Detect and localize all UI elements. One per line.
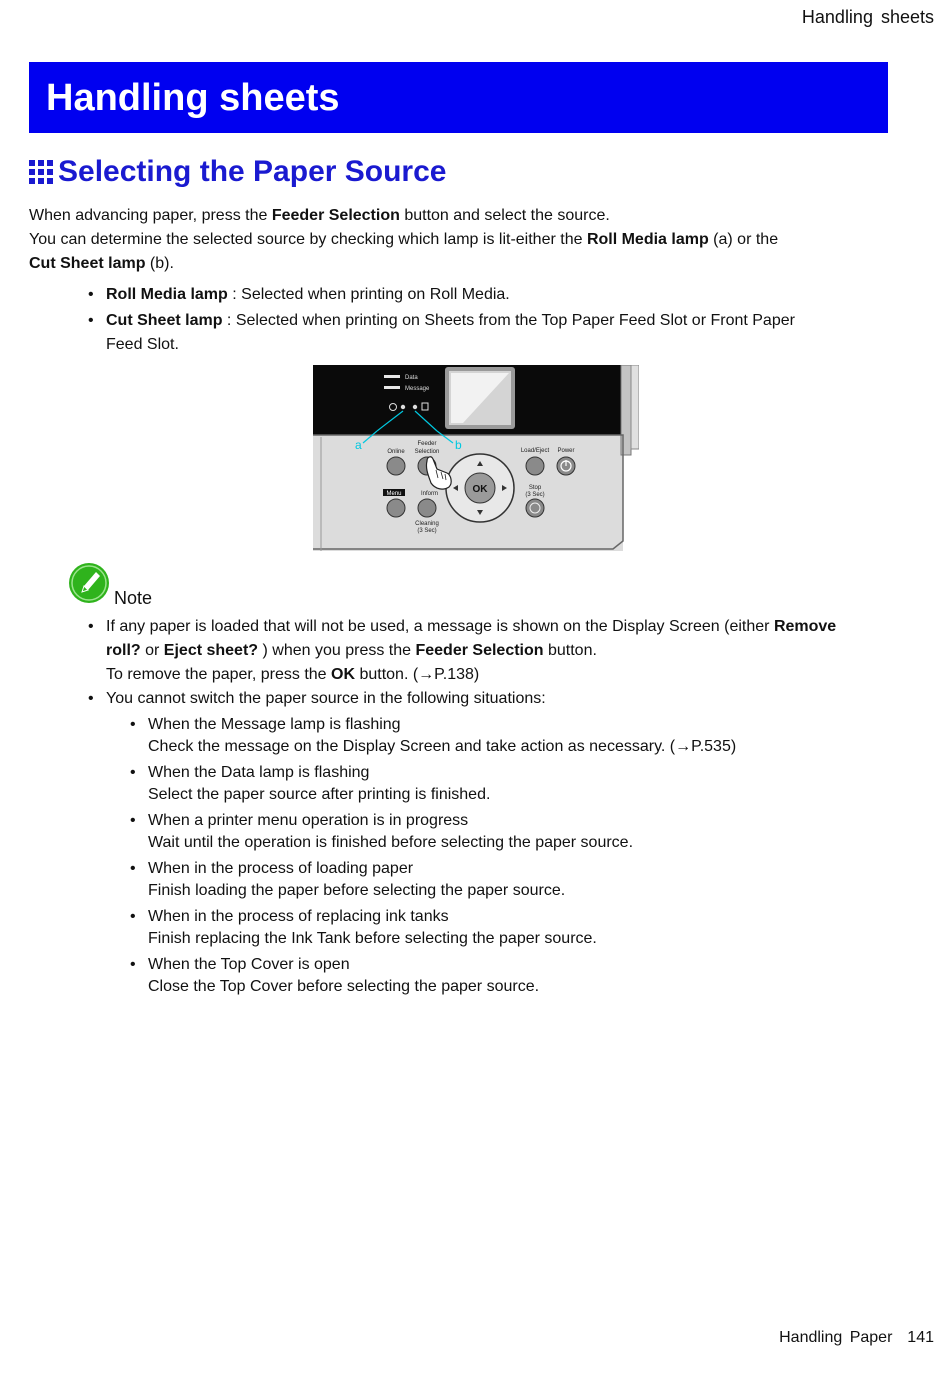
power-label: Power <box>557 448 575 454</box>
page-number: 141 <box>907 1329 934 1346</box>
note-item-remove-paper: • If any paper is loaded that will not be used, a message is shown on the Display Screen (either Remove roll? or Eject sheet? ) when you press the Feeder Selection button. To remove the paper, press the OK button. (→P.138) <box>88 615 888 687</box>
cleaning-label-1: Cleaning <box>415 521 439 527</box>
intro-line-1: When advancing paper, press the Feeder Selection button and select the source. <box>29 207 610 224</box>
title-banner <box>29 62 888 133</box>
bullet-icon: • <box>130 956 136 973</box>
intro-line-3: Cut Sheet lamp (b). <box>29 255 174 272</box>
ok-label: OK <box>472 484 488 495</box>
feeder-selection-term: Feeder Selection <box>271 207 400 224</box>
situation-item: • When a printer menu operation is in progress Wait until the operation is finished before selecting the paper source. <box>130 812 634 851</box>
footer-chapter: Handling Paper <box>779 1329 893 1346</box>
intro-paragraph <box>29 204 909 276</box>
situation-item: • When the Message lamp is flashing Check the message on the Display Screen and take action as necessary. (→P.535) <box>130 716 737 755</box>
note-item-cannot-switch: • You cannot switch the paper source in the following situations: <box>88 687 888 711</box>
situation-item: • When in the process of replacing ink tanks Finish replacing the Ink Tank before selecting the paper source. <box>130 908 597 947</box>
intro-line-2: You can determine the selected source by checking which lamp is lit-either the Roll Media lamp (a) or the <box>29 231 779 248</box>
bullet-icon: • <box>130 908 136 925</box>
bullet-icon: • <box>88 690 94 707</box>
stop-label-1: Stop <box>528 485 542 491</box>
feeder-label-2: Selection <box>414 449 440 455</box>
grid-icon <box>29 160 53 184</box>
list-item-cut-sheet: • Cut Sheet lamp : Selected when printing on Sheets from the Top Paper Feed Slot or Front Paper Feed Slot. <box>88 309 888 357</box>
cut-sheet-term: Cut Sheet lamp <box>29 255 146 272</box>
bullet-icon: • <box>130 812 136 829</box>
menu-label: Menu <box>386 491 402 497</box>
situation-item: • When the Top Cover is open Close the Top Cover before selecting the paper source. <box>130 956 540 995</box>
bullet-icon: • <box>130 716 136 733</box>
roll-media-term: Roll Media lamp <box>586 231 709 248</box>
bullet-icon: • <box>88 312 94 329</box>
data-lamp-label: Data <box>405 375 418 381</box>
info-label: Inform <box>421 491 439 497</box>
bullet-icon: • <box>130 860 136 877</box>
cleaning-label-2: (3 Sec) <box>417 528 437 534</box>
running-footer <box>779 1329 934 1347</box>
bullet-icon: • <box>130 764 136 781</box>
note-label: Note <box>114 588 153 608</box>
stop-label-2: (3 Sec) <box>525 492 545 498</box>
situation-item: • When the Data lamp is flashing Select the paper source after printing is finished. <box>130 764 491 803</box>
feeder-label-1: Feeder <box>417 441 437 447</box>
load-eject-label: Load/Eject <box>520 448 550 454</box>
operation-panel-illustration <box>313 365 639 551</box>
list-item-roll-media: • Roll Media lamp : Selected when printing on Roll Media. <box>88 283 888 307</box>
page-title: Handling sheets <box>46 77 340 119</box>
bullet-icon: • <box>88 286 94 303</box>
pencil-icon <box>68 562 110 604</box>
section-title: Selecting the Paper Source <box>58 155 447 188</box>
online-label: Online <box>387 449 405 455</box>
running-header: Handling sheets <box>801 7 934 27</box>
section-heading <box>29 152 446 192</box>
bullet-icon: • <box>88 618 94 635</box>
message-lamp-label: Message <box>405 386 430 392</box>
callout-a: a <box>355 438 362 452</box>
callout-b: b <box>455 438 462 452</box>
situation-item: • When in the process of loading paper Finish loading the paper before selecting the paper source. <box>130 860 566 899</box>
